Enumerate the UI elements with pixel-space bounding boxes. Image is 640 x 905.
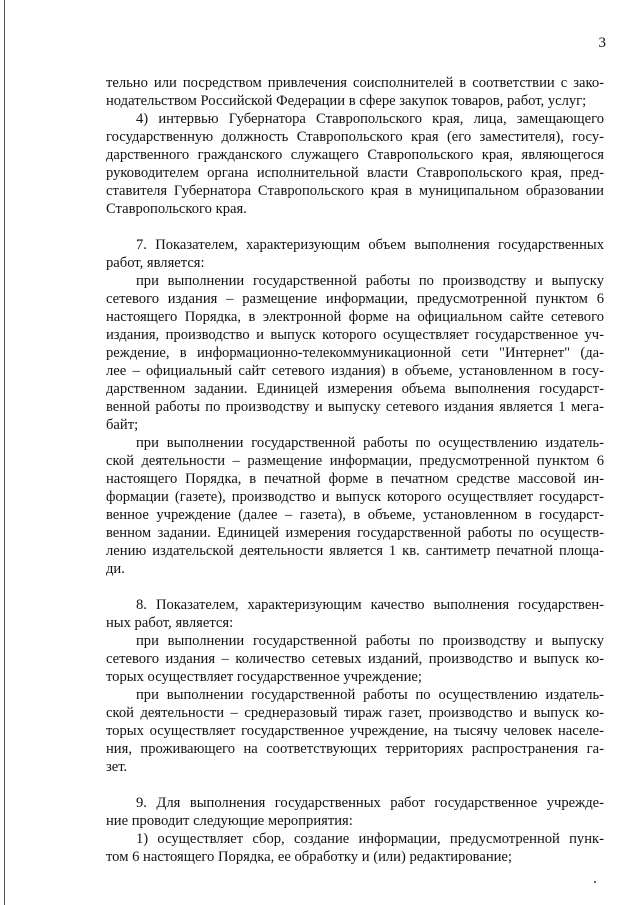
text-line: реждение, в информационно-телекоммуникационной сети "Интернет" (да- — [106, 345, 604, 361]
text-line: дарственного гражданского служащего Ставропольского края, являющегося — [106, 147, 604, 163]
text-line: при выполнении государственной работы по производству и выпуску — [136, 633, 604, 649]
text-line: ди. — [106, 561, 125, 577]
text-line: формации (газете), производство и выпуск которого осуществляет государст- — [106, 489, 604, 505]
text-line: сетевого издания – количество сетевых изданий, производство и выпуск ко- — [106, 651, 604, 667]
text-line: венной работы по производству и выпуску сетевого издания является 1 мега- — [106, 399, 604, 415]
text-line: ской деятельности – размещение информации, предусмотренной пунктом 6 — [106, 453, 604, 469]
text-line: при выполнении государственной работы по осуществлению издатель- — [136, 435, 604, 451]
text-line: нодательством Российской Федерации в сфере закупок товаров, работ, услуг; — [106, 93, 587, 109]
text-line: байт; — [106, 417, 139, 433]
text-line: том 6 настоящего Порядка, ее обработку и (или) редактирование; — [106, 849, 512, 865]
text-line: руководителем органа исполнительной власти Ставропольского края, пред- — [106, 165, 604, 181]
text-line: 9. Для выполнения государственных работ государственное учрежде- — [136, 795, 604, 811]
text-line: ской деятельности – среднеразовый тираж газет, производство и выпуск ко- — [106, 705, 604, 721]
text-line: торых осуществляет государственное учреждение, на тысячу человек населе- — [106, 723, 604, 739]
text-line: лее – официальный сайт сетевого издания) в объеме, установленном в госу- — [106, 363, 604, 379]
text-line: 8. Показателем, характеризующим качество выполнения государствен- — [136, 597, 604, 613]
text-line: ставителя Губернатора Ставропольского края в муниципальном образовании — [106, 183, 604, 199]
text-line: 7. Показателем, характеризующим объем выполнения государственных — [136, 237, 604, 253]
paragraph-gap — [106, 578, 604, 596]
text-line: ных работ, является: — [106, 615, 234, 631]
text-line: 1) осуществляет сбор, создание информации, предусмотренной пунк- — [136, 831, 604, 847]
paragraph-gap — [106, 218, 604, 236]
text-line: венное учреждение (далее – газета), в объеме, установленном в государст- — [106, 507, 604, 523]
text-line: ние проводит следующие мероприятия: — [106, 813, 353, 829]
text-line: венном задании. Единицей измерения государственной работы по осуществ- — [106, 525, 604, 541]
text-line: 4) интервью Губернатора Ставропольского края, лица, замещающего — [136, 111, 604, 127]
text-line: настоящего Порядка, в печатной форме в печатном средстве массовой ин- — [106, 471, 604, 487]
text-line: лению издательской деятельности является 1 кв. сантиметр печатной площа- — [106, 543, 604, 559]
text-line: государственную должность Ставропольского края (его заместителя), госу- — [106, 129, 604, 145]
text-line: работ, является: — [106, 255, 205, 271]
text-line: торых осуществляет государственное учреждение; — [106, 669, 422, 685]
text-line: дарственном задании. Единицей измерения объема выполнения государст- — [106, 381, 604, 397]
text-line: ния, проживающего на соответствующих территориях распространения га- — [106, 741, 604, 757]
text-line: при выполнении государственной работы по производству и выпуску — [136, 273, 604, 289]
paragraph-gap — [106, 776, 604, 794]
scan-edge-line — [4, 0, 5, 905]
page-number: 3 — [598, 35, 606, 51]
text-line: издания, производство и выпуск которого осуществляет государственное уч- — [106, 327, 604, 343]
text-line: Ставропольского края. — [106, 201, 247, 217]
text-line: тельно или посредством привлечения соисполнителей в соответствии с зако- — [106, 75, 604, 91]
text-line: сетевого издания – размещение информации, предусмотренной пунктом 6 — [106, 291, 604, 307]
document-body — [106, 74, 604, 866]
text-line: при выполнении государственной работы по осуществлению издатель- — [136, 687, 604, 703]
text-line: зет. — [106, 759, 128, 775]
scan-speck — [594, 881, 596, 883]
text-line: настоящего Порядка, в электронной форме на официальном сайте сетевого — [106, 309, 604, 325]
